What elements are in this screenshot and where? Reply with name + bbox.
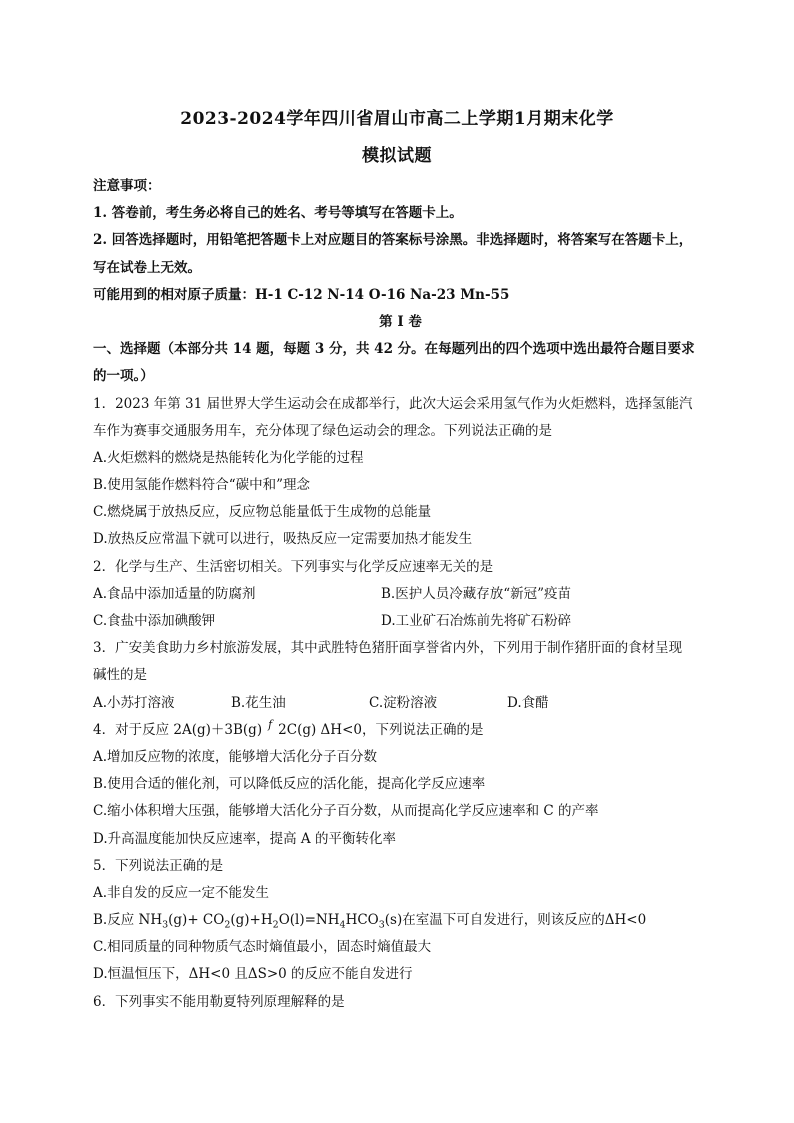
q2-options-row-2 [93,608,708,635]
subscript: 3 [378,919,385,931]
note-item-1: 1. 答卷前，考生务必将自己的姓名、考号等填写在答题卡上。 [93,205,463,222]
q5-b-text: (s)在室温下可自发进行，则该反应的ΔH<0 [384,912,647,929]
q4-stem-post: 2C(g) ΔH<0，下列说法正确的是 [278,721,484,738]
subscript: 2 [224,919,231,931]
q3-stem-cont: 碱性的是 [93,667,147,684]
q2-option-d: D.工业矿石冶炼前先将矿石粉碎 [381,613,572,629]
q1-option-b: B.使用氢能作燃料符合“碳中和”理念 [93,477,311,494]
q1-stem-cont: 车作为赛事交通服务用车，充分体现了绿色运动会的理念。下列说法正确的是 [93,422,552,439]
volume-heading: 第 I 卷 [379,313,422,330]
q3-options-row [93,690,708,717]
q3-option-a: A.小苏打溶液 [93,694,175,711]
q5-option-d: D.恒温恒压下，ΔH<0 且ΔS>0 的反应不能自发进行 [93,966,413,983]
section-instruction: 一、选择题（本部分共 14 题，每题 3 分，共 42 分。在每题列出的四个选项中选出最符合题目要求 [93,341,695,358]
q2-options-row-1 [93,581,708,608]
q5-b-text: (g)+H [230,912,273,929]
q2-option-b: B.医护人员冷藏存放“新冠”疫苗 [381,585,572,602]
subscript: 3 [162,919,169,931]
q2-option-c: C.食盐中添加碘酸钾 [93,613,216,629]
note-item-2: 2. 回答选择题时，用铅笔把答题卡上对应题目的答案标号涂黑。非选择题时，将答案写在答题卡上， [93,232,693,249]
q3-option-c: C.淀粉溶液 [369,694,438,711]
q5-option-c: C.相同质量的同种物质气态时熵值最小，固态时熵值最大 [93,939,432,956]
q1-option-c: C.燃烧属于放热反应，反应物总能量低于生成物的总能量 [93,504,432,521]
q3-option-d: D.食醋 [507,694,549,711]
exam-subtitle: 模拟试题 [362,146,432,166]
q2-option-a: A.食品中添加适量的防腐剂 [93,585,256,602]
subscript: 2 [272,919,279,931]
q5-stem: 5．下列说法正确的是 [93,857,224,874]
q5-option-a: A.非自发的反应一定不能发生 [93,884,270,901]
equilibrium-arrow-glyph: f [268,717,273,731]
q4-stem-pre: 4．对于反应 2A(g)＋3B(g) [93,721,263,738]
q4-option-d: D.升高温度能加快反应速率，提高 A 的平衡转化率 [93,830,396,847]
notes-heading: 注意事项： [93,178,161,194]
exam-content [93,173,708,1016]
q3-stem: 3．广安美食助力乡村旅游发展，其中武胜特色猪肝面享誉省内外，下列用于制作猪肝面的食材呈现 [93,640,683,657]
note-item-2-cont: 写在试卷上无效。 [93,259,201,276]
q1-stem: 1．2023 年第 31 届世界大学生运动会在成都举行，此次大运会采用氢气作为火炬燃料，选择氢能汽 [93,395,693,412]
section-instruction-cont: 的一项。） [93,368,154,385]
q2-stem: 2．化学与生产、生活密切相关。下列事实与化学反应速率无关的是 [93,558,494,575]
q5-option-b [93,907,708,934]
q4-option-b: B.使用合适的催化剂，可以降低反应的活化能，提高化学反应速率 [93,776,486,793]
q5-b-text: HCO [345,912,379,929]
q5-b-text: (g)+ CO [168,912,225,929]
q4-option-a: A.增加反应物的浓度，能够增大活化分子百分数 [93,748,378,765]
q5-b-text: B.反应 NH [93,912,163,929]
subscript: 4 [339,919,346,931]
q5-b-text: O(l)=NH [278,912,340,929]
q1-option-d: D.放热反应常温下就可以进行，吸热反应一定需要加热才能发生 [93,531,473,548]
q4-stem [93,717,708,744]
q3-option-b: B.花生油 [231,694,286,711]
q4-option-c: C.缩小体积增大压强，能够增大活化分子百分数，从而提高化学反应速率和 C 的产率 [93,803,599,820]
atomic-masses: 可能用到的相对原子质量：H-1 C-12 N-14 O-16 Na-23 Mn-55 [93,286,510,303]
q6-stem: 6．下列事实不能用勒夏特列原理解释的是 [93,993,345,1010]
q1-option-a: A.火炬燃料的燃烧是热能转化为化学能的过程 [93,449,364,466]
exam-title: 2023-2024学年四川省眉山市高二上学期1月期末化学 [180,109,614,129]
